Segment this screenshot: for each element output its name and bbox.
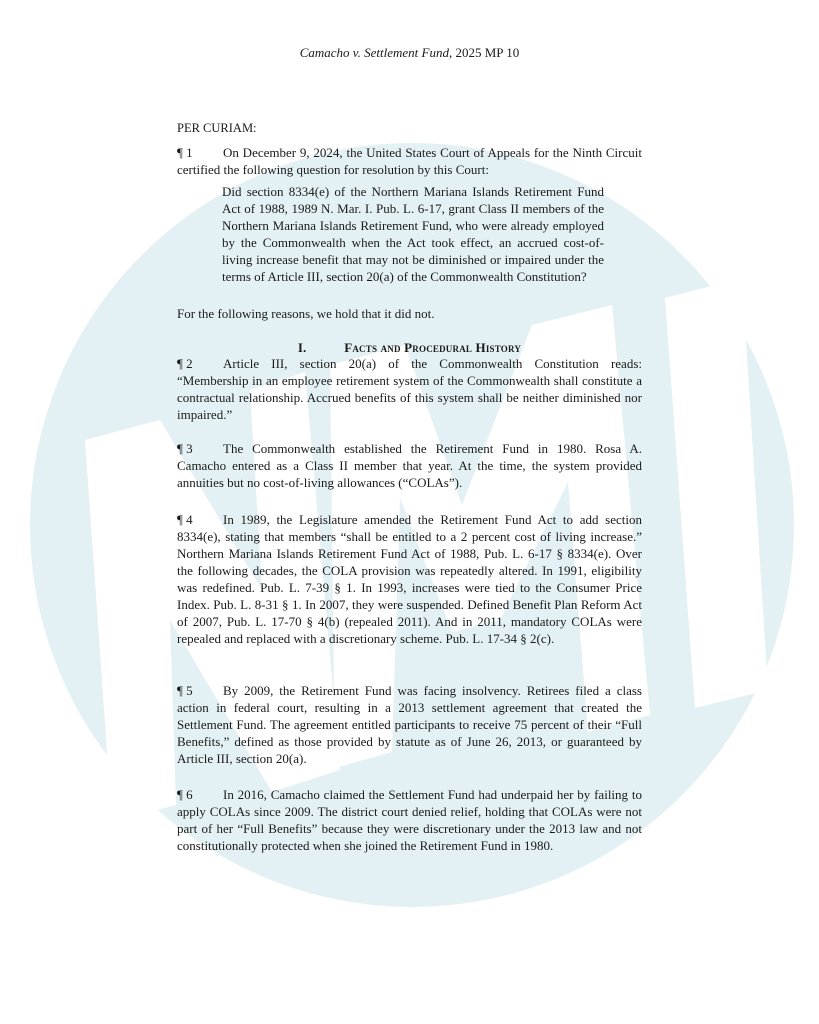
section-title: Facts and Procedural History (344, 340, 522, 355)
running-header (0, 45, 819, 61)
paragraph-5 (177, 682, 642, 767)
paragraph-mark: ¶ 2 (177, 356, 193, 371)
paragraph-text: In 1989, the Legislature amended the Retirement Fund Act to add section 8334(e), stating that members “shall be entitled to a 2 percent cost of living increase.” Northern Mariana Islands Retirement Fund Act of 1988, Pub. L. 6-17 § 8334(e). Over the following decades, the COLA provision was repeatedly altered. In 1991, eligibility was redefined. Pub. L. 7-39 § 1. In 1993, increases were tied to the Consumer Price Index. Pub. L. 8-31 § 1. In 2007, they were suspended. Defined Benefit Plan Reform Act of 2007, Pub. L. 17-70 § 4(b) (repealed 2011). And in 2011, mandatory COLAs were repealed and replaced with a discretionary scheme. Pub. L. 17-34 § 2(c). (177, 512, 642, 646)
paragraph-3 (177, 440, 642, 491)
paragraph-text: Article III, section 20(a) of the Commonwealth Constitution reads: “Membership in an employee retirement system of the Commonwealth shall constitute a contractual relationship. Accrued benefits of this system shall be neither diminished nor impaired.” (177, 356, 642, 422)
per-curiam-label: PER CURIAM: (177, 121, 257, 135)
paragraph-text: By 2009, the Retirement Fund was facing insolvency. Retirees filed a class action in federal court, resulting in a 2013 settlement agreement that created the Settlement Fund. The agreement entitled participants to receive 75 percent of their “Full Benefits,” defined as those provided by statute as of June 26, 2013, or guaranteed by Article III, section 20(a). (177, 683, 642, 766)
section-heading (177, 340, 642, 356)
paragraph-2 (177, 355, 642, 423)
case-citation: , 2025 MP 10 (448, 45, 520, 60)
certified-question: Did section 8334(e) of the Northern Mariana Islands Retirement Fund Act of 1988, 1989 N. Mar. I. Pub. L. 6-17, grant Class II members of the Northern Mariana Islands Retirement Fund, who were already employed by the Commonwealth when the Act took effect, an accrued cost-of-living increase benefit that may not be diminished or impaired under the terms of Article III, section 20(a) of the Commonwealth Constitution? (222, 184, 604, 284)
paragraph-4 (177, 511, 642, 647)
paragraph-mark: ¶ 4 (177, 512, 193, 527)
paragraph-text: In 2016, Camacho claimed the Settlement Fund had underpaid her by failing to apply COLAs since 2009. The district court denied relief, holding that COLAs were not part of her “Full Benefits” because they were discretionary under the 2013 law and not constitutionally protected when she joined the Retirement Fund in 1980. (177, 787, 642, 853)
paragraph-text: On December 9, 2024, the United States Court of Appeals for the Ninth Circuit certified the following question for resolution by this Court: (177, 145, 642, 177)
paragraph-mark: ¶ 3 (177, 441, 193, 456)
paragraph-mark: ¶ 1 (177, 145, 193, 160)
paragraph-6 (177, 786, 642, 854)
paragraph-mark: ¶ 6 (177, 787, 193, 802)
holding-sentence: For the following reasons, we hold that it did not. (177, 306, 435, 321)
paragraph-mark: ¶ 5 (177, 683, 193, 698)
paragraph-text: The Commonwealth established the Retirement Fund in 1980. Rosa A. Camacho entered as a Class II member that year. At the time, the system provided annuities but no cost-of-living allowances (“COLAs”). (177, 441, 642, 490)
paragraph-1 (177, 144, 642, 178)
section-number: I. (297, 340, 307, 355)
case-name: Camacho v. Settlement Fund (299, 45, 449, 60)
